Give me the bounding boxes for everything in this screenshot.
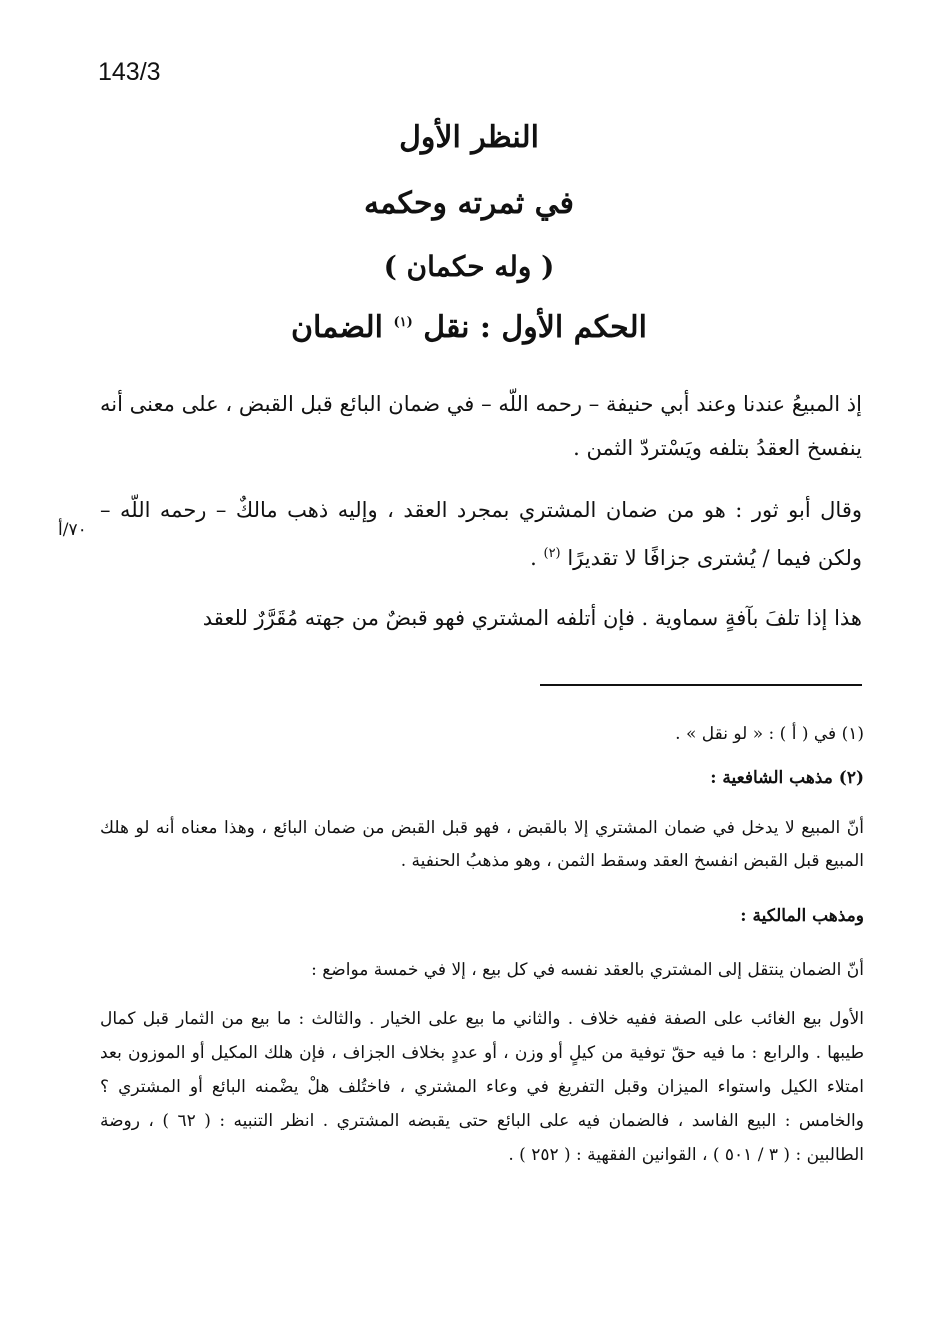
footnote-2-shafii: أنّ المبيع لا يدخل في ضمان المشتري إلا بالقبض ، فهو قبل القبض من ضمان البائع ، وهذا معناه أنه لو هلك المبيع قبل القبض انفسخ العقد وسقط الثمن ، وهو مذهبُ الحنفية . bbox=[100, 818, 864, 871]
section-subtitle: في ثمرته وحكمه bbox=[364, 186, 574, 221]
ruling-heading bbox=[0, 310, 938, 345]
ruling-heading-text: الحكم الأول : نقل bbox=[423, 310, 647, 345]
section-title: النظر الأول bbox=[399, 120, 539, 155]
footnote-separator bbox=[540, 684, 862, 686]
section-note: ( وله حكمان ) bbox=[383, 250, 555, 283]
footnote-2-maliki-details: الأول بيع الغائب على الصفة ففيه خلاف . والثاني ما بيع على الخيار . والثالث : ما بيع من الثمار قبل كمال طيبها . والرابع : ما فيه حقّ توفية من كيلٍ أو وزن ، أو عددٍ بخلاف الجزاف ، فإن هلك المكيل أو الموزون بعد امتلاء الكيل واستواء الميزان وقبل التفريغ في وعاء المشتري ، فاختُلف هلْ يضْمنه البائع أو المشتري ؟ والخامس : البيع الفاسد ، فالضمان فيه على البائع حتى يقبضه المشتري . انظر التنبيه : ( ٦٢ ) ، روضة الطالبين : ( ٣ / ٥٠١ ) ، القوانين الفقهية : ( ٢٥٢ ) . bbox=[100, 1009, 864, 1165]
footnote-1: (١) في ( أ ) : « لو نقل » . bbox=[675, 724, 864, 744]
footnote-ref-2: (٢) bbox=[543, 546, 561, 561]
body-paragraph-2-text: وقال أبو ثور : هو من ضمان المشتري بمجرد العقد ، وإليه ذهب مالكٌ – رحمه اللّه – ولكن فيما / يُشترى جزافًا لا تقديرًا bbox=[100, 498, 862, 570]
body-paragraph-3: هذا إذا تلفَ بآفةٍ سماوية . فإن أتلفه المشتري فهو قبضٌ من جهته مُقَرَّرٌ للعقد bbox=[202, 606, 862, 630]
body-paragraph-2-end: . bbox=[530, 546, 537, 570]
footnote-2-maliki-intro: أنّ الضمان ينتقل إلى المشتري بالعقد نفسه في كل بيع ، إلا في خمسة مواضع : bbox=[311, 960, 864, 980]
footnote-2-heading: (٢) مذهب الشافعية : bbox=[710, 768, 864, 788]
footnote-ref-1: (١) bbox=[393, 315, 413, 330]
margin-folio-mark: ٧٠/أ bbox=[58, 520, 87, 540]
ruling-heading-text-end: الضمان bbox=[291, 310, 384, 345]
page-number: 143/3 bbox=[98, 58, 161, 86]
body-paragraph-1: إذ المبيعُ عندنا وعند أبي حنيفة – رحمه اللّه – في ضمان البائع قبل القبض ، على معنى أنه ينفسخ العقدُ بتلفه ويَسْتردّ الثمن . bbox=[100, 392, 862, 460]
body-paragraph-2 bbox=[100, 488, 862, 580]
footnote-2-maliki-heading: ومذهب المالكية : bbox=[740, 906, 864, 926]
